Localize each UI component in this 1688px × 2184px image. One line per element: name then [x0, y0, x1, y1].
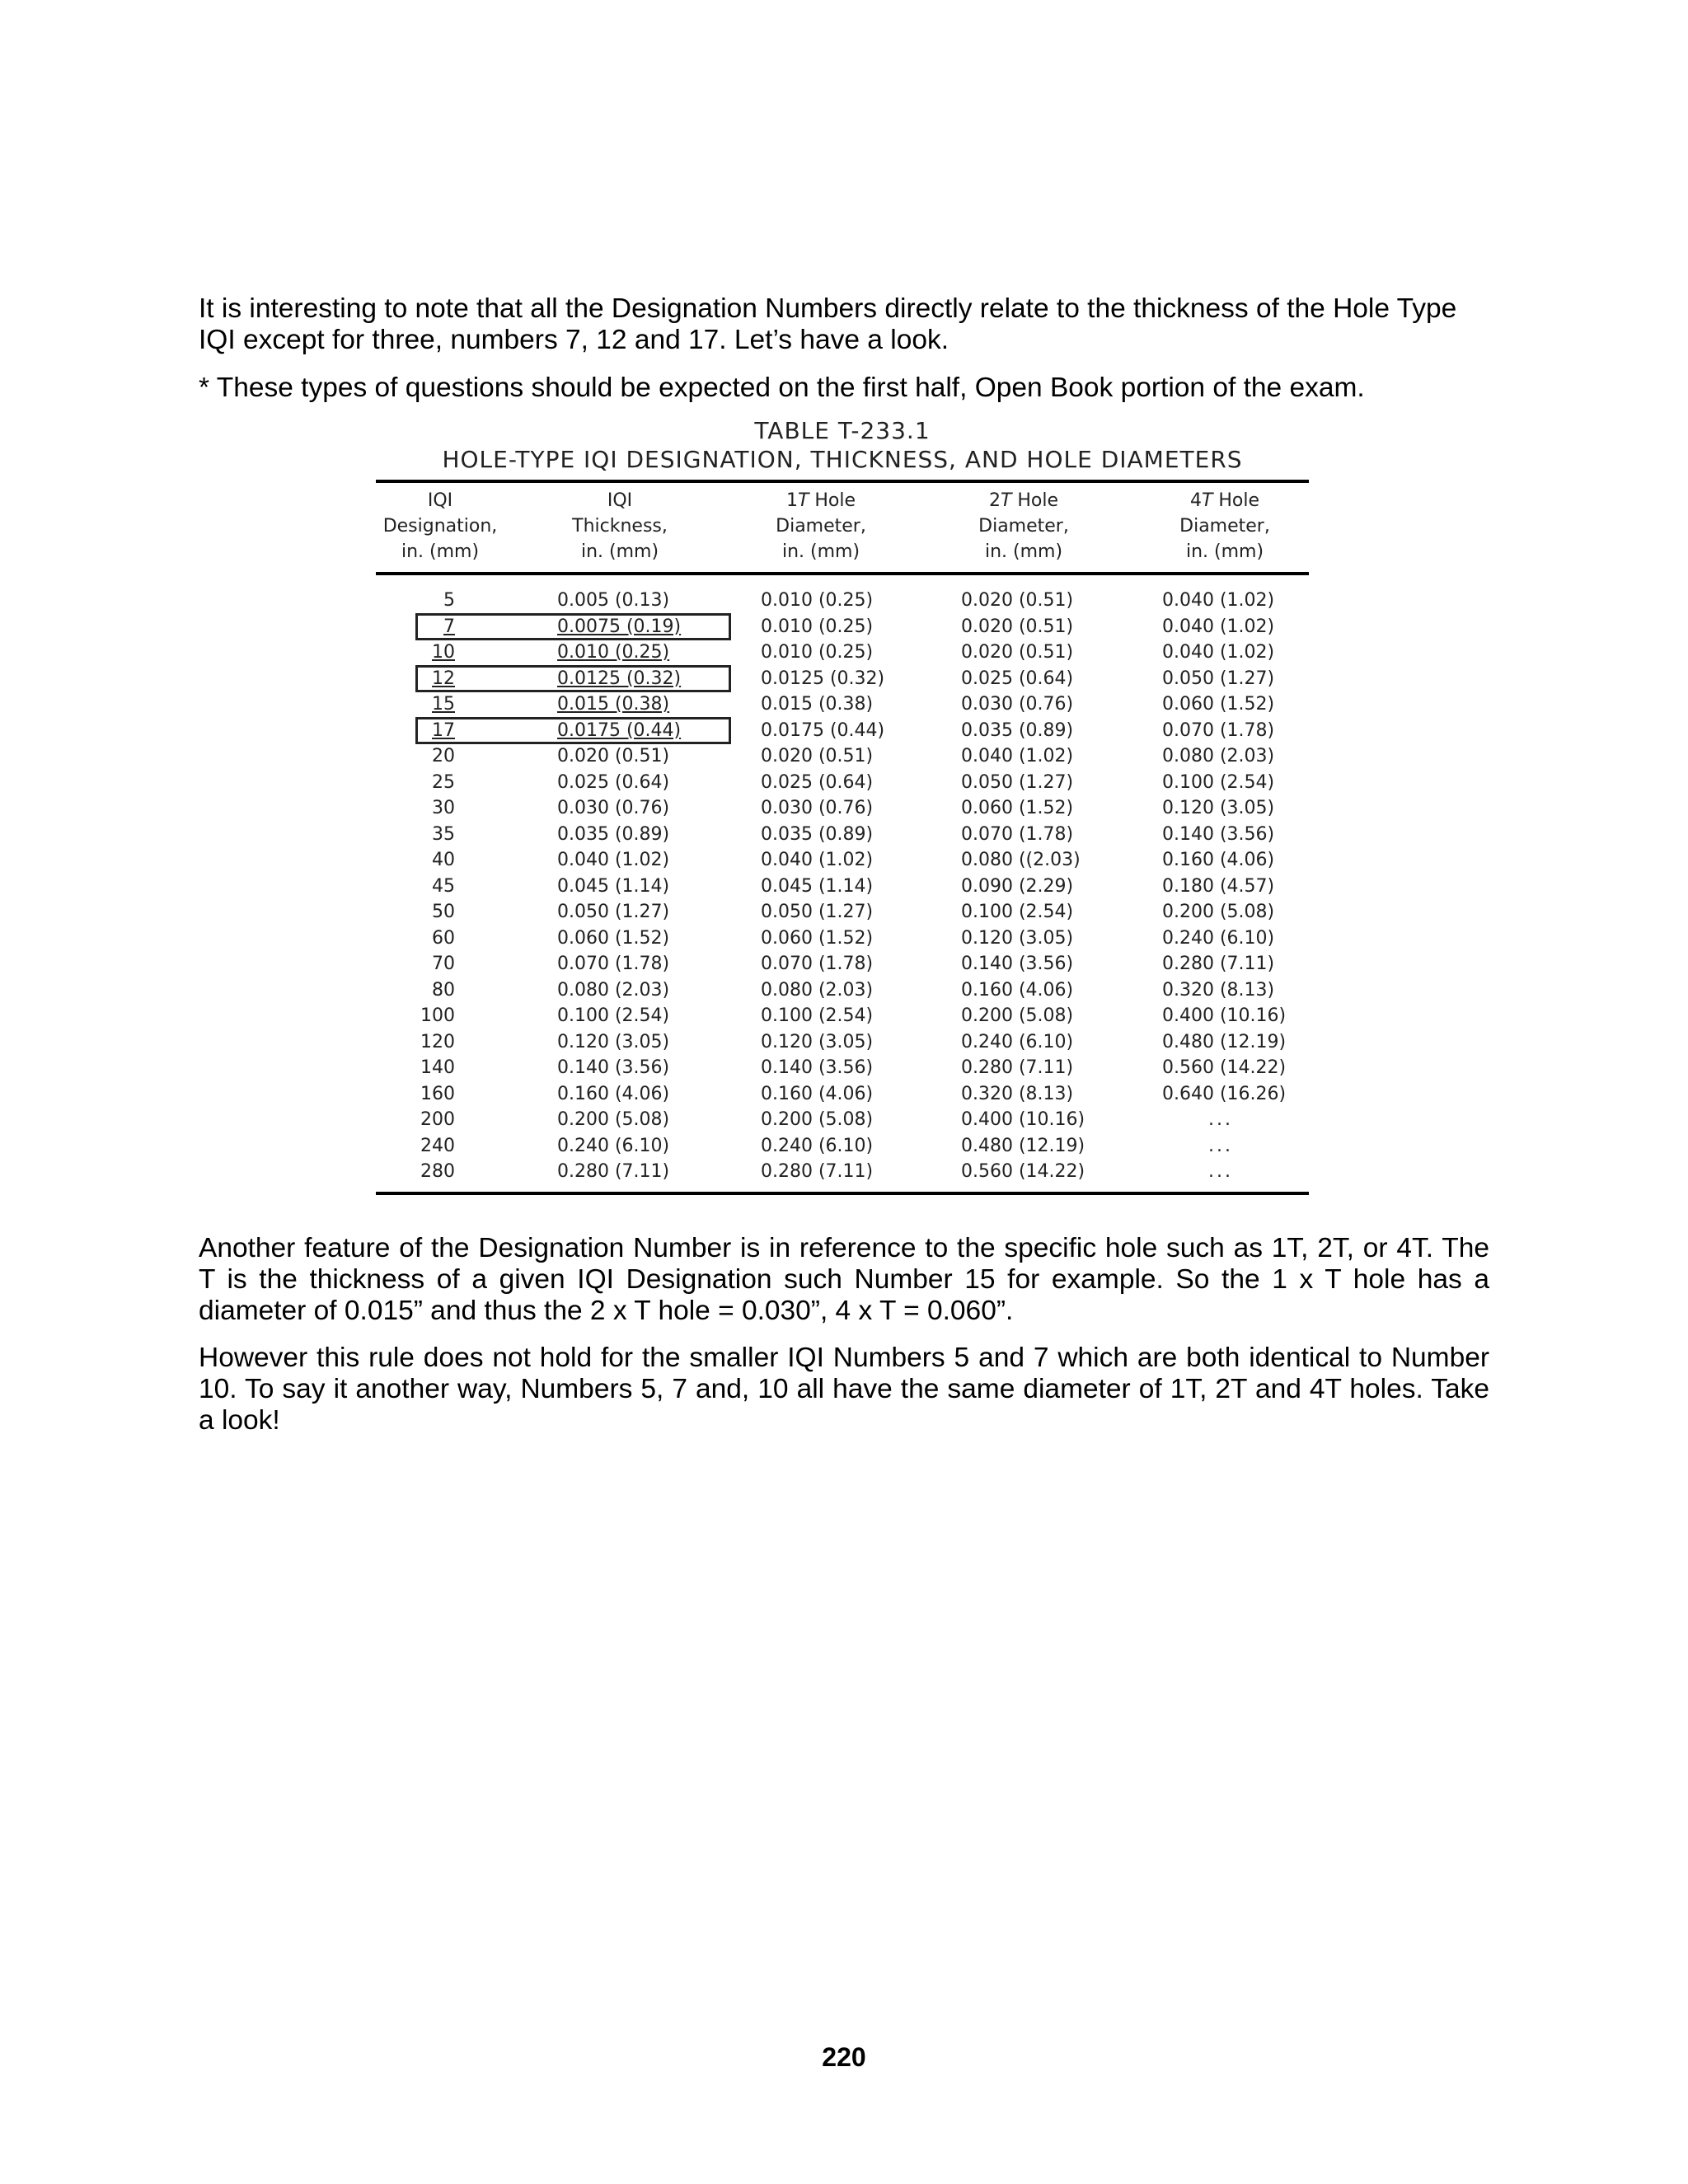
cell-4t-diameter: 0.140 (3.56): [1162, 823, 1275, 845]
cell-4t-diameter: 0.060 (1.52): [1162, 694, 1275, 715]
cell-4t-diameter: 0.040 (1.02): [1162, 590, 1275, 611]
cell-2t-diameter: 0.030 (0.76): [961, 694, 1074, 715]
cell-designation: 80: [432, 979, 455, 1001]
however-paragraph: However this rule does not hold for the smaller IQI Numbers 5 and 7 which are both identical to Number 10. To say it another way, Numbers 5, 7 and, 10 all have the same diameter of 1T, 2T and 4T holes. Take a look!: [199, 1343, 1489, 1436]
cell-2t-diameter: 0.035 (0.89): [961, 719, 1074, 741]
page-number: 220: [822, 2042, 866, 2072]
cell-4t-diameter: 0.160 (4.06): [1162, 850, 1275, 870]
feature-paragraph: Another feature of the Designation Number is in reference to the specific hole such as 1T, 2T, or 4T. The T is the thickness of a given IQI Designation such Number 15 for example. So the 1 x T hole has a diameter of 0.015” and thus the 2 x T hole = 0.030”, 4 x T = 0.060”.: [199, 1233, 1489, 1326]
cell-4t-diameter: ...: [1208, 1135, 1233, 1156]
header-thickness: IQI Thickness, in. (mm): [572, 490, 668, 562]
cell-thickness: 0.0125 (0.32): [557, 668, 682, 689]
cell-4t-diameter: ...: [1208, 1161, 1233, 1182]
cell-1t-diameter: 0.060 (1.52): [761, 927, 874, 949]
cell-thickness: 0.140 (3.56): [557, 1057, 670, 1078]
table-row: [376, 691, 1309, 718]
cell-2t-diameter: 0.200 (5.08): [961, 1005, 1074, 1026]
cell-2t-diameter: 0.560 (14.22): [961, 1161, 1085, 1182]
table-row: [376, 951, 1309, 977]
cell-1t-diameter: 0.035 (0.89): [761, 823, 874, 845]
cell-1t-diameter: 0.200 (5.08): [761, 1109, 874, 1130]
table-row: [376, 977, 1309, 1004]
cell-2t-diameter: 0.020 (0.51): [961, 590, 1074, 611]
cell-2t-diameter: 0.060 (1.52): [961, 798, 1074, 818]
cell-thickness: 0.0075 (0.19): [557, 616, 682, 637]
table-row: [376, 899, 1309, 926]
table-row: [376, 926, 1309, 952]
table-row: [376, 1081, 1309, 1108]
cell-1t-diameter: 0.140 (3.56): [761, 1057, 874, 1078]
cell-thickness: 0.200 (5.08): [557, 1109, 670, 1130]
cell-thickness: 0.025 (0.64): [557, 771, 670, 793]
cell-thickness: 0.100 (2.54): [557, 1005, 670, 1026]
cell-2t-diameter: 0.140 (3.56): [961, 954, 1074, 974]
cell-4t-diameter: 0.320 (8.13): [1162, 979, 1275, 1001]
cell-1t-diameter: 0.280 (7.11): [761, 1161, 874, 1182]
header-designation: IQI Designation, in. (mm): [382, 490, 498, 562]
table-row: [376, 1055, 1309, 1081]
cell-4t-diameter: 0.400 (10.16): [1162, 1005, 1287, 1026]
cell-designation: 240: [420, 1135, 455, 1156]
cell-designation: 5: [443, 590, 455, 611]
cell-designation: 30: [432, 798, 455, 818]
cell-4t-diameter: 0.080 (2.03): [1162, 746, 1275, 766]
cell-4t-diameter: 0.120 (3.05): [1162, 798, 1275, 818]
cell-designation: 20: [432, 746, 455, 766]
cell-designation: 17: [432, 719, 455, 741]
cell-4t-diameter: ...: [1208, 1109, 1233, 1130]
cell-designation: 10: [432, 642, 455, 663]
cell-1t-diameter: 0.025 (0.64): [761, 771, 874, 793]
header-2t-hole: 2T Hole Diameter, in. (mm): [978, 490, 1069, 562]
cell-thickness: 0.060 (1.52): [557, 927, 670, 949]
cell-1t-diameter: 0.050 (1.27): [761, 902, 874, 922]
cell-designation: 35: [432, 823, 455, 845]
cell-1t-diameter: 0.015 (0.38): [761, 694, 874, 715]
cell-4t-diameter: 0.180 (4.57): [1162, 875, 1275, 897]
table-row: [376, 640, 1309, 666]
cell-1t-diameter: 0.160 (4.06): [761, 1083, 874, 1104]
cell-designation: 12: [432, 668, 455, 689]
table-number: TABLE T-233.1: [754, 417, 931, 444]
table-row: [376, 1107, 1309, 1133]
cell-designation: 7: [443, 616, 455, 637]
cell-1t-diameter: 0.0125 (0.32): [761, 668, 885, 689]
cell-2t-diameter: 0.020 (0.51): [961, 616, 1074, 637]
cell-thickness: 0.005 (0.13): [557, 590, 670, 611]
table-bottom-rule: [376, 1192, 1309, 1195]
cell-2t-diameter: 0.020 (0.51): [961, 642, 1074, 663]
cell-4t-diameter: 0.050 (1.27): [1162, 668, 1275, 689]
cell-4t-diameter: 0.070 (1.78): [1162, 719, 1275, 741]
cell-1t-diameter: 0.010 (0.25): [761, 590, 874, 611]
cell-1t-diameter: 0.020 (0.51): [761, 746, 874, 766]
cell-designation: 160: [420, 1083, 455, 1104]
table-body: [376, 588, 1309, 1185]
cell-designation: 100: [420, 1005, 455, 1026]
table-top-rule: [376, 480, 1309, 483]
cell-designation: 280: [420, 1161, 455, 1182]
table-row: [376, 614, 1309, 640]
cell-2t-diameter: 0.320 (8.13): [961, 1083, 1074, 1104]
cell-2t-diameter: 0.400 (10.16): [961, 1109, 1085, 1130]
cell-2t-diameter: 0.025 (0.64): [961, 668, 1074, 689]
cell-designation: 45: [432, 875, 455, 897]
highlight-box: [415, 717, 731, 744]
table-row: [376, 743, 1309, 770]
cell-thickness: 0.0175 (0.44): [557, 719, 682, 741]
cell-thickness: 0.010 (0.25): [557, 642, 670, 663]
table-header-rule: [376, 572, 1309, 575]
table-caption: HOLE-TYPE IQI DESIGNATION, THICKNESS, AND HOLE DIAMETERS: [442, 446, 1243, 473]
cell-2t-diameter: 0.240 (6.10): [961, 1031, 1074, 1052]
header-1t-hole: 1T Hole Diameter, in. (mm): [776, 490, 866, 562]
cell-designation: 15: [432, 694, 455, 715]
cell-designation: 40: [432, 850, 455, 870]
highlight-box: [415, 613, 731, 640]
cell-4t-diameter: 0.280 (7.11): [1162, 954, 1275, 974]
table-row: [376, 1029, 1309, 1056]
cell-thickness: 0.050 (1.27): [557, 902, 670, 922]
cell-designation: 25: [432, 771, 455, 793]
cell-thickness: 0.035 (0.89): [557, 823, 670, 845]
cell-thickness: 0.120 (3.05): [557, 1031, 670, 1052]
cell-1t-diameter: 0.0175 (0.44): [761, 719, 885, 741]
cell-1t-diameter: 0.070 (1.78): [761, 954, 874, 974]
table-row: [376, 588, 1309, 614]
table-row: [376, 874, 1309, 900]
cell-2t-diameter: 0.100 (2.54): [961, 902, 1074, 922]
cell-1t-diameter: 0.010 (0.25): [761, 616, 874, 637]
table-row: [376, 666, 1309, 692]
cell-thickness: 0.045 (1.14): [557, 875, 670, 897]
cell-designation: 200: [420, 1109, 455, 1130]
table-row: [376, 718, 1309, 744]
cell-thickness: 0.080 (2.03): [557, 979, 670, 1001]
cell-1t-diameter: 0.010 (0.25): [761, 642, 874, 663]
cell-thickness: 0.160 (4.06): [557, 1083, 670, 1104]
cell-4t-diameter: 0.640 (16.26): [1162, 1083, 1287, 1104]
cell-designation: 70: [432, 954, 455, 974]
cell-2t-diameter: 0.480 (12.19): [961, 1135, 1085, 1156]
header-4t-hole: 4T Hole Diameter, in. (mm): [1179, 490, 1270, 562]
cell-1t-diameter: 0.080 (2.03): [761, 979, 874, 1001]
cell-2t-diameter: 0.090 (2.29): [961, 875, 1074, 897]
cell-4t-diameter: 0.480 (12.19): [1162, 1031, 1287, 1052]
cell-thickness: 0.280 (7.11): [557, 1161, 670, 1182]
cell-1t-diameter: 0.240 (6.10): [761, 1135, 874, 1156]
cell-2t-diameter: 0.080 ((2.03): [961, 850, 1081, 870]
cell-designation: 120: [420, 1031, 455, 1052]
cell-1t-diameter: 0.030 (0.76): [761, 798, 874, 818]
table-row: [376, 795, 1309, 822]
cell-2t-diameter: 0.050 (1.27): [961, 771, 1074, 793]
cell-thickness: 0.030 (0.76): [557, 798, 670, 818]
table-row: [376, 1159, 1309, 1185]
cell-4t-diameter: 0.200 (5.08): [1162, 902, 1275, 922]
cell-thickness: 0.040 (1.02): [557, 850, 670, 870]
table-row: [376, 822, 1309, 848]
cell-4t-diameter: 0.040 (1.02): [1162, 616, 1275, 637]
cell-1t-diameter: 0.040 (1.02): [761, 850, 874, 870]
cell-thickness: 0.020 (0.51): [557, 746, 670, 766]
cell-4t-diameter: 0.040 (1.02): [1162, 642, 1275, 663]
cell-designation: 60: [432, 927, 455, 949]
intro-paragraph: It is interesting to note that all the Designation Numbers directly relate to the thickness of the Hole Type IQI except for three, numbers 7, 12 and 17. Let’s have a look.: [199, 293, 1457, 355]
cell-thickness: 0.070 (1.78): [557, 954, 670, 974]
exam-note: * These types of questions should be expected on the first half, Open Book portion of the exam.: [199, 373, 1365, 403]
cell-2t-diameter: 0.070 (1.78): [961, 823, 1074, 845]
cell-2t-diameter: 0.120 (3.05): [961, 927, 1074, 949]
cell-1t-diameter: 0.120 (3.05): [761, 1031, 874, 1052]
cell-4t-diameter: 0.560 (14.22): [1162, 1057, 1287, 1078]
cell-4t-diameter: 0.100 (2.54): [1162, 771, 1275, 793]
table-row: [376, 1133, 1309, 1160]
cell-2t-diameter: 0.160 (4.06): [961, 979, 1074, 1001]
table-row: [376, 770, 1309, 796]
table-row: [376, 1003, 1309, 1029]
cell-thickness: 0.240 (6.10): [557, 1135, 670, 1156]
cell-designation: 50: [432, 902, 455, 922]
cell-designation: 140: [420, 1057, 455, 1078]
cell-2t-diameter: 0.280 (7.11): [961, 1057, 1074, 1078]
highlight-box: [415, 665, 731, 692]
cell-1t-diameter: 0.100 (2.54): [761, 1005, 874, 1026]
cell-thickness: 0.015 (0.38): [557, 694, 670, 715]
table-row: [376, 847, 1309, 874]
cell-1t-diameter: 0.045 (1.14): [761, 875, 874, 897]
cell-2t-diameter: 0.040 (1.02): [961, 746, 1074, 766]
cell-4t-diameter: 0.240 (6.10): [1162, 927, 1275, 949]
iqi-table: [376, 480, 1309, 1195]
